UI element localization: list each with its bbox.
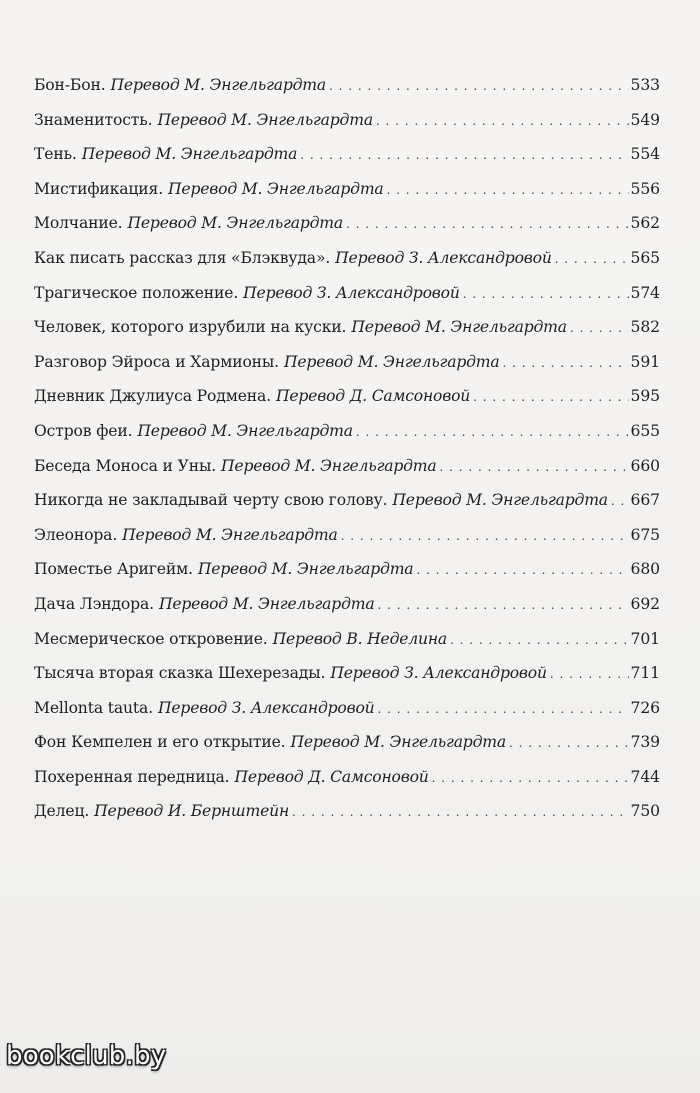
dot-leader xyxy=(509,725,629,761)
toc-entry-title: Поместье Аригейм. xyxy=(34,560,193,579)
toc-entry-page: 655 xyxy=(630,421,660,440)
toc-entry xyxy=(34,310,660,345)
watermark-logo: bookclub.by xyxy=(6,1041,167,1071)
toc-entry-page: 675 xyxy=(630,525,660,544)
toc-entry-page: 565 xyxy=(630,248,660,267)
toc-entry-translator: Перевод З. Александровой xyxy=(335,248,552,267)
toc-entry xyxy=(34,794,660,829)
toc-entry-page: 574 xyxy=(630,283,660,302)
toc-entry-translator: Перевод Д. Самсоновой xyxy=(234,767,429,786)
toc-entry-translator: Перевод М. Энгельгардта xyxy=(127,214,343,233)
toc-entry xyxy=(34,206,660,241)
table-of-contents xyxy=(34,68,660,829)
toc-entry-page: 549 xyxy=(630,110,660,129)
toc-entry-page: 726 xyxy=(630,698,660,717)
toc-entry-title: Бон-Бон. xyxy=(34,76,106,94)
dot-leader xyxy=(570,310,629,346)
toc-entry xyxy=(34,241,660,276)
dot-leader xyxy=(550,656,629,692)
toc-entry-page: 554 xyxy=(630,145,660,164)
dot-leader xyxy=(376,103,629,139)
toc-entry-title: Месмерическое откровение. xyxy=(34,629,268,648)
toc-entry-translator: Перевод М. Энгельгардта xyxy=(197,560,414,579)
toc-entry-page: 680 xyxy=(630,560,660,579)
toc-entry-translator: Перевод М. Энгельгардта xyxy=(168,179,384,198)
toc-entry-title: Как писать рассказ для «Блэквуда». xyxy=(34,248,331,267)
dot-leader xyxy=(329,68,629,104)
dot-leader xyxy=(356,414,629,450)
toc-entry-page: 562 xyxy=(630,214,660,233)
toc-entry-page: 692 xyxy=(630,594,660,613)
toc-entry-title: Элеонора. xyxy=(34,525,118,544)
toc-entry-page: 582 xyxy=(630,318,660,337)
toc-entry xyxy=(34,725,660,760)
dot-leader xyxy=(341,518,629,554)
toc-entry-translator: Перевод З. Александровой xyxy=(158,698,375,717)
toc-entry-translator: Перевод М. Энгельгардта xyxy=(81,145,298,164)
toc-entry xyxy=(34,518,660,553)
dot-leader xyxy=(611,483,629,519)
dot-leader xyxy=(387,172,629,208)
toc-entry-title: Никогда не закладывай черту свою голову. xyxy=(34,491,388,510)
toc-entry-translator: Перевод М. Энгельгардта xyxy=(157,110,373,129)
toc-entry xyxy=(34,68,660,103)
dot-leader xyxy=(378,691,629,727)
toc-entry-translator: Перевод М. Энгельгардта xyxy=(158,594,375,613)
toc-entry-translator: Перевод М. Энгельгардта xyxy=(137,421,353,440)
dot-leader xyxy=(463,276,629,312)
toc-entry-page: 533 xyxy=(630,76,660,94)
toc-entry-page: 556 xyxy=(630,179,660,198)
toc-entry-title: Дневник Джулиуса Родмена. xyxy=(34,387,271,406)
toc-entry-title: Дача Лэндора. xyxy=(34,594,154,613)
toc-entry-page: 667 xyxy=(630,491,660,510)
toc-entry xyxy=(34,137,660,172)
toc-entry-page: 711 xyxy=(630,664,660,683)
toc-entry-title: Разговор Эйроса и Хармионы. xyxy=(34,352,279,371)
toc-entry xyxy=(34,760,660,795)
toc-entry-title: Мистификация. xyxy=(34,179,164,198)
toc-entry-page: 739 xyxy=(630,733,660,752)
toc-entry-title: Тысяча вторая сказка Шехерезады. xyxy=(34,664,326,683)
toc-entry xyxy=(34,449,660,484)
toc-entry-title: Тень. xyxy=(34,145,77,164)
toc-entry-title: Делец. xyxy=(34,802,90,821)
dot-leader xyxy=(292,794,629,830)
toc-entry-page: 744 xyxy=(630,767,660,786)
dot-leader xyxy=(502,345,628,381)
toc-entry xyxy=(34,656,660,691)
toc-entry-translator: Перевод М. Энгельгардта xyxy=(221,456,437,475)
toc-entry-translator: Перевод М. Энгельгардта xyxy=(290,733,506,752)
toc-entry-translator: Перевод З. Александровой xyxy=(243,283,460,302)
dot-leader xyxy=(346,206,629,242)
toc-entry-page: 595 xyxy=(630,387,660,406)
dot-leader xyxy=(440,449,629,485)
toc-entry-translator: Перевод Д. Самсоновой xyxy=(275,387,471,406)
dot-leader xyxy=(377,587,628,623)
dot-leader xyxy=(473,379,628,415)
dot-leader xyxy=(555,241,629,277)
toc-entry-page: 660 xyxy=(630,456,660,475)
toc-entry-translator: Перевод М. Энгельгардта xyxy=(392,491,608,510)
toc-entry-title: Фон Кемпелен и его открытие. xyxy=(34,733,286,752)
toc-entry-title: Похеренная передница. xyxy=(34,767,230,786)
toc-entry-title: Беседа Моноса и Уны. xyxy=(34,456,217,475)
toc-entry xyxy=(34,483,660,518)
toc-entry-translator: Перевод М. Энгельгардта xyxy=(284,352,500,371)
toc-entry xyxy=(34,379,660,414)
toc-entry-translator: Перевод И. Бернштейн xyxy=(94,802,290,821)
toc-entry xyxy=(34,172,660,207)
dot-leader xyxy=(300,137,628,173)
toc-entry-title: Остров феи. xyxy=(34,421,133,440)
toc-entry xyxy=(34,414,660,449)
toc-entry xyxy=(34,587,660,622)
toc-entry-title: Молчание. xyxy=(34,214,123,233)
dot-leader xyxy=(432,760,629,796)
toc-entry-page: 591 xyxy=(630,352,660,371)
toc-entry xyxy=(34,103,660,138)
toc-entry-title: Трагическое положение. xyxy=(34,283,239,302)
toc-entry-title: Mellonta tauta. xyxy=(34,698,153,717)
toc-entry xyxy=(34,552,660,587)
toc-entry xyxy=(34,276,660,311)
toc-entry-translator: Перевод М. Энгельгардта xyxy=(351,318,567,337)
toc-entry-translator: Перевод З. Александровой xyxy=(330,664,547,683)
toc-entry-title: Знаменитость. xyxy=(34,110,153,129)
toc-entry-page: 701 xyxy=(630,629,660,648)
toc-entry-translator: Перевод В. Неделина xyxy=(272,629,448,648)
toc-entry-page: 750 xyxy=(630,802,660,821)
toc-entry-translator: Перевод М. Энгельгардта xyxy=(122,525,338,544)
toc-entry-translator: Перевод М. Энгельгардта xyxy=(110,76,326,94)
dot-leader xyxy=(450,622,629,658)
toc-entry xyxy=(34,345,660,380)
toc-entry xyxy=(34,691,660,726)
dot-leader xyxy=(416,552,628,588)
toc-entry xyxy=(34,622,660,657)
toc-entry-title: Человек, которого изрубили на куски. xyxy=(34,318,347,337)
